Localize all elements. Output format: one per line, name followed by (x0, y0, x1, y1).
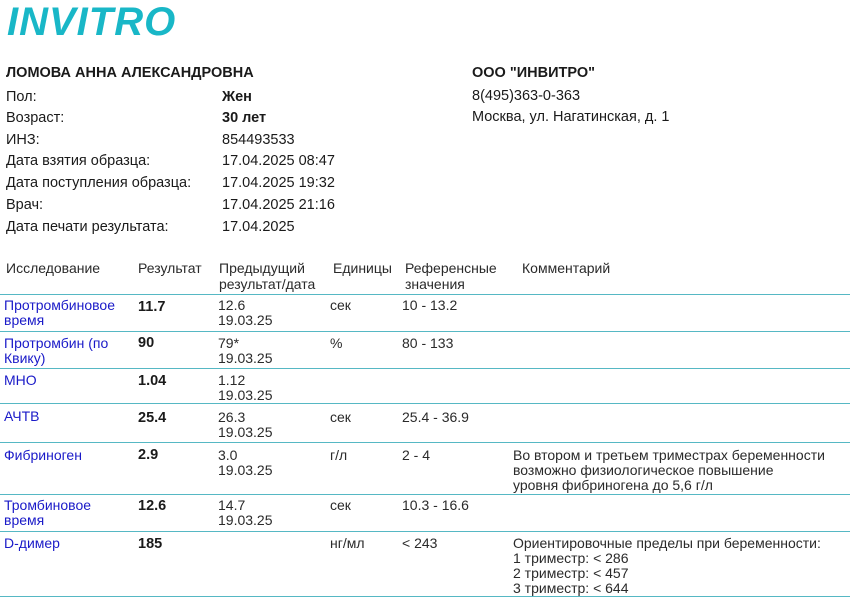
header-units: Единицы (333, 260, 392, 276)
previous-value: 26.3 (218, 409, 246, 425)
test-name-line: АЧТВ (4, 408, 40, 424)
reference-range: 10.3 - 16.6 (402, 497, 469, 513)
previous-value: 12.6 (218, 297, 246, 313)
row-divider (0, 596, 850, 597)
test-name-line: Фибриноген (4, 447, 82, 463)
info-value: Жен (222, 89, 252, 105)
previous-date: 19.03.25 (218, 462, 273, 478)
result-value: 2.9 (138, 447, 159, 463)
row-divider (0, 494, 850, 495)
test-name (4, 409, 134, 424)
previous-date: 19.03.25 (218, 512, 273, 528)
header-reference (405, 260, 497, 292)
row-divider (0, 442, 850, 443)
previous-value: 1.12 (218, 372, 246, 388)
units: сек (330, 497, 351, 513)
previous-result (218, 373, 273, 403)
reference-range: 25.4 - 36.9 (402, 409, 469, 425)
previous-date: 19.03.25 (218, 312, 273, 328)
test-name-line: Протромбиновое (4, 297, 115, 313)
test-name (4, 536, 134, 551)
previous-date: 19.03.25 (218, 350, 273, 366)
result-value: 12.6 (138, 498, 167, 514)
comment-line: возможно физиологическое повышение (513, 462, 774, 478)
units: г/л (330, 447, 348, 463)
result-value: 25.4 (138, 410, 167, 426)
info-value: 30 лет (222, 110, 267, 126)
previous-value: 3.0 (218, 447, 238, 463)
comment-line: 3 триместр: < 644 (513, 580, 629, 596)
invitro-logo: INVITRO (7, 0, 177, 44)
comment (513, 448, 863, 493)
comment-line: уровня фибриногена до 5,6 г/л (513, 477, 713, 493)
previous-result (218, 448, 273, 478)
test-name-line: время (4, 312, 45, 328)
result-value: 90 (138, 335, 155, 351)
comment-line: 1 триместр: < 286 (513, 550, 629, 566)
row-divider (0, 531, 850, 532)
previous-value: 14.7 (218, 497, 246, 513)
test-name-line: Тромбиновое (4, 497, 92, 513)
info-label: Возраст: (6, 110, 65, 126)
patient-name: ЛОМОВА АННА АЛЕКСАНДРОВНА (6, 65, 254, 81)
comment (513, 536, 863, 596)
header-test: Исследование (6, 260, 101, 276)
reference-range: < 243 (402, 535, 438, 551)
lab-phone: 8(495)363-0-363 (472, 88, 581, 104)
previous-result (218, 410, 273, 440)
info-value: 17.04.2025 19:32 (222, 175, 335, 191)
previous-result (218, 336, 273, 366)
comment-line: Во втором и третьем триместрах беременности (513, 447, 825, 463)
info-label: Дата печати результата: (6, 219, 169, 235)
units: сек (330, 409, 351, 425)
test-name (4, 336, 134, 366)
test-name (4, 498, 134, 528)
row-divider (0, 403, 850, 404)
info-value: 17.04.2025 08:47 (222, 153, 335, 169)
info-label: Врач: (6, 197, 44, 213)
previous-value: 79* (218, 335, 240, 351)
header-previous-line1: Предыдущий (219, 260, 305, 276)
result-value: 1.04 (138, 373, 167, 389)
row-divider (0, 331, 850, 332)
row-divider (0, 368, 850, 369)
header-reference-line1: Референсные (405, 260, 497, 276)
test-name-line: Квику) (4, 350, 46, 366)
info-label: Дата поступления образца: (6, 175, 192, 191)
lab-name: ООО "ИНВИТРО" (472, 65, 596, 81)
header-result: Результат (138, 260, 202, 276)
test-name (4, 298, 134, 328)
reference-range: 80 - 133 (402, 335, 454, 351)
test-name-line: Протромбин (по (4, 335, 109, 351)
header-comment: Комментарий (522, 260, 611, 276)
result-value: 185 (138, 536, 163, 552)
info-label: ИНЗ: (6, 132, 40, 148)
previous-result (218, 298, 273, 328)
test-name-line: МНО (4, 372, 37, 388)
comment-line: Ориентировочные пределы при беременности: (513, 535, 821, 551)
header-divider (0, 294, 850, 295)
info-value: 854493533 (222, 132, 295, 148)
units: нг/мл (330, 535, 365, 551)
test-name-line: время (4, 512, 45, 528)
test-name-line: D-димер (4, 535, 60, 551)
header-previous (219, 260, 315, 292)
previous-date: 19.03.25 (218, 387, 273, 403)
reference-range: 2 - 4 (402, 447, 431, 463)
reference-range: 10 - 13.2 (402, 297, 458, 313)
lab-address: Москва, ул. Нагатинская, д. 1 (472, 109, 670, 125)
info-label: Дата взятия образца: (6, 153, 151, 169)
result-value: 11.7 (138, 299, 166, 315)
comment-line: 2 триместр: < 457 (513, 565, 629, 581)
previous-date: 19.03.25 (218, 424, 273, 440)
info-label: Пол: (6, 89, 37, 105)
info-value: 17.04.2025 (222, 219, 295, 235)
test-name (4, 373, 134, 388)
info-value: 17.04.2025 21:16 (222, 197, 335, 213)
units: % (330, 335, 343, 351)
units: сек (330, 297, 351, 313)
header-reference-line2: значения (405, 276, 465, 292)
test-name (4, 448, 134, 463)
header-previous-line2: результат/дата (219, 276, 316, 292)
previous-result (218, 498, 273, 528)
